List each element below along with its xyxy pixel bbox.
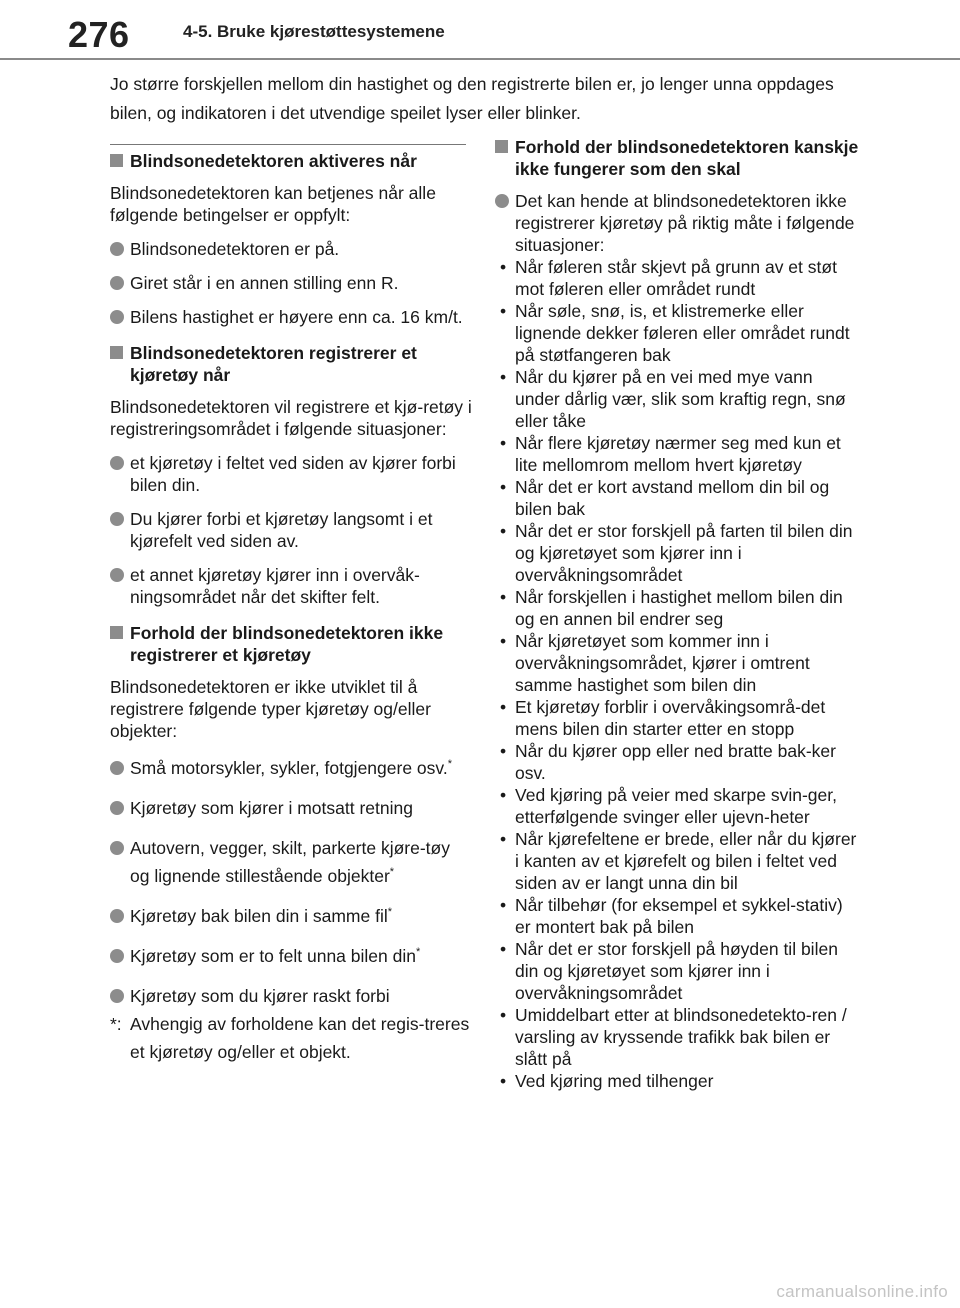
- list-item: • Umiddelbart etter at blindsonedetekto-ren / varsling av kryssende trafikk bak bilen er slått på: [500, 1005, 847, 1069]
- square-bullet-icon: [495, 140, 508, 153]
- circle-bullet-icon: [110, 761, 124, 775]
- circle-bullet-icon: [110, 276, 124, 290]
- list-item: Kjøretøy som du kjører raskt forbi: [110, 982, 472, 1010]
- list-item: • Når det er stor forskjell på høyden til bilen din og kjøretøyet som kjører inn i overvåkningsområdet: [500, 939, 838, 1003]
- circle-bullet-icon: [110, 568, 124, 582]
- list-item: • Når forskjellen i hastighet mellom bilen din og en annen bil endrer seg: [500, 587, 843, 629]
- section-heading-activation: Blindsonedetektoren aktiveres når: [110, 150, 472, 172]
- list-item: Små motorsykler, sykler, fotgjengere osv.*: [110, 754, 472, 782]
- header-divider: [0, 58, 960, 60]
- footnote: *: Avhengig av forholdene kan det regis-treres et kjøretøy og/eller et objekt.: [110, 1010, 472, 1066]
- circle-bullet-icon: [110, 949, 124, 963]
- chapter-title: 4-5. Bruke kjørestøttesystemene: [183, 22, 445, 41]
- circle-bullet-icon: [110, 512, 124, 526]
- circle-bullet-icon: [110, 909, 124, 923]
- column-divider: [110, 144, 466, 145]
- list-item: Giret står i en annen stilling enn R.: [110, 272, 472, 294]
- list-item: Du kjører forbi et kjøretøy langsomt i et kjørefelt ved siden av.: [110, 508, 472, 552]
- footnote-marker: *: [389, 866, 395, 879]
- list-item: Kjøretøy som kjører i motsatt retning: [110, 794, 472, 822]
- list-item: • Et kjøretøy forblir i overvåkingsområ-det mens bilen din starter etter en stopp: [500, 697, 826, 739]
- list-item: et kjøretøy i feltet ved siden av kjører forbi bilen din.: [110, 452, 472, 496]
- footnote-marker: *: [447, 758, 452, 771]
- intro-paragraph: Jo større forskjellen mellom din hastighet og den registrerte bilen er, jo lenger unna oppdages bilen, og indikatoren i det utvendige speilet lyser eller blinker.: [110, 74, 834, 123]
- circle-bullet-icon: [110, 310, 124, 324]
- section-heading-limitations: Forhold der blindsonedetektoren ikke registrerer et kjøretøy: [110, 622, 472, 666]
- section-heading-detection: Blindsonedetektoren registrerer et kjøretøy når: [110, 342, 472, 386]
- list-item: • Ved kjøring med tilhenger: [500, 1071, 714, 1091]
- left-column: [110, 150, 472, 1066]
- list-item: Blindsonedetektoren er på.: [110, 238, 472, 260]
- list-item: • Når det er stor forskjell på farten til bilen din og kjøretøyet som kjører inn i overvåkningsområdet: [500, 521, 853, 585]
- page-number: 276: [68, 14, 130, 55]
- section-text: Blindsonedetektoren vil registrere et kjø-retøy i registreringsområdet i følgende situasjoner:: [110, 397, 472, 439]
- watermark: carmanualsonline.info: [776, 1282, 948, 1301]
- page-header: [0, 0, 960, 62]
- list-item: Bilens hastighet er høyere enn ca. 16 km/t.: [110, 306, 472, 328]
- circle-bullet-icon: [110, 989, 124, 1003]
- footnote-mark: *:: [110, 1014, 122, 1034]
- list-item: • Når søle, snø, is, et klistremerke eller lignende dekker føleren eller området rundt på støtfangeren bak: [500, 301, 850, 365]
- conditions-list: [495, 256, 860, 1092]
- footnote-marker: *: [387, 906, 393, 919]
- circle-bullet-icon: [110, 456, 124, 470]
- list-item: Kjøretøy bak bilen din i samme fil*: [110, 902, 472, 930]
- list-item: Det kan hende at blindsonedetektoren ikke registrerer kjøretøy på riktig måte i følgende situasjoner:: [495, 190, 860, 256]
- circle-bullet-icon: [110, 801, 124, 815]
- square-bullet-icon: [110, 346, 123, 359]
- square-bullet-icon: [110, 154, 123, 167]
- list-item: Autovern, vegger, skilt, parkerte kjøre-tøy og lignende stillestående objekter*: [110, 834, 472, 890]
- section-heading-malfunction: Forhold der blindsonedetektoren kanskje ikke fungerer som den skal: [495, 136, 860, 180]
- list-item: • Når kjørefeltene er brede, eller når du kjører i kanten av et kjørefelt og bilen i feltet ved siden av er langt unna din bil: [500, 829, 857, 893]
- list-item: • Når tilbehør (for eksempel et sykkel-stativ) er montert bak på bilen: [500, 895, 843, 937]
- footnote-marker: *: [415, 946, 421, 959]
- list-item: • Når kjøretøyet som kommer inn i overvåkningsområdet, kjører i omtrent samme hastighet som bilen din: [500, 631, 810, 695]
- list-item: • Ved kjøring på veier med skarpe svin-ger, etterfølgende svinger eller ujevn-heter: [500, 785, 837, 827]
- list-item: • Når du kjører opp eller ned bratte bak-ker osv.: [500, 741, 836, 783]
- list-item: • Når det er kort avstand mellom din bil og bilen bak: [500, 477, 830, 519]
- circle-bullet-icon: [495, 194, 509, 208]
- circle-bullet-icon: [110, 841, 124, 855]
- section-text: Blindsonedetektoren er ikke utviklet til å registrere følgende typer kjøretøy og/eller objekter:: [110, 677, 431, 741]
- right-column: [495, 136, 860, 1092]
- list-item: • Når du kjører på en vei med mye vann under dårlig vær, slik som kraftig regn, snø eller tåke: [500, 367, 846, 431]
- list-item: • Når flere kjøretøy nærmer seg med kun et lite mellomrom mellom hvert kjøretøy: [500, 433, 841, 475]
- list-item: Kjøretøy som er to felt unna bilen din*: [110, 942, 472, 970]
- circle-bullet-icon: [110, 242, 124, 256]
- list-item: et annet kjøretøy kjører inn i overvåk-ningsområdet når det skifter felt.: [110, 564, 472, 608]
- section-text: Blindsonedetektoren kan betjenes når alle følgende betingelser er oppfylt:: [110, 183, 436, 225]
- list-item: • Når føleren står skjevt på grunn av et støt mot føleren eller området rundt: [500, 257, 837, 299]
- square-bullet-icon: [110, 626, 123, 639]
